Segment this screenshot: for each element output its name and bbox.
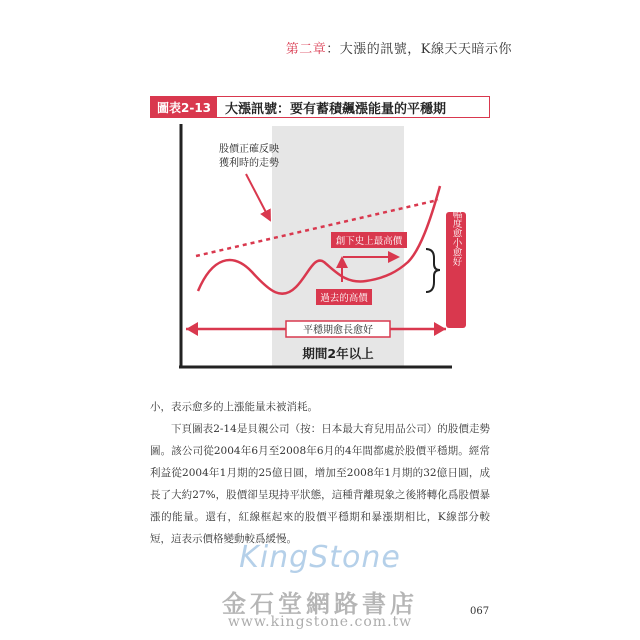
new-high-label: 創下史上最高價 (335, 236, 403, 247)
watermark-logo: KingStone (239, 540, 401, 575)
past-high-label: 過去的高價 (320, 293, 368, 304)
paragraph-1: 小，表示愈多的上漲能量未被消耗。 (150, 401, 318, 413)
watermark-url: www.kingstone.com.tw (227, 614, 413, 630)
trend-note-line1: 股價正確反映 (219, 144, 279, 155)
paragraph-2: 下頁圖表2-14是貝親公司（按：日本最大育兒用品公司）的股價走勢圖。該公司從2004年6月至2008年6月的4年間都處於股價平穩期。經常利益從2004年1月期的25億日圓，增加至2008年1月期的32億日圓，成長了大約27%，股價卻呈現持平狀態，這種背離現象之後將轉化爲股價暴漲的能量。還有，紅線框起來的股價平穩期和暴漲期相比，K線部分較短，這表示價格變動較爲緩慢。 (150, 423, 490, 545)
stable-arrow-left-head (186, 322, 198, 336)
amplitude-side-label: 震盪幅度愈小愈好 (450, 190, 462, 266)
page-number: 067 (470, 606, 490, 617)
trend-note-arrow (246, 174, 270, 220)
watermark-chinese: 金石堂網路書店 (222, 590, 418, 618)
chapter-label: 第二章 (285, 42, 327, 57)
figure-label: 圖表2-13 (151, 97, 217, 117)
trend-note-line2: 獲利時的走勢 (219, 158, 279, 169)
stable-arrow-right-head (434, 322, 446, 336)
period-length-label: 期間2年以上 (302, 346, 374, 361)
stable-period-label: 平穩期愈長愈好 (303, 325, 373, 336)
amplitude-brace (426, 249, 440, 292)
figure-title: 大漲訊號：要有蓄積飆漲能量的平穩期 (225, 101, 447, 117)
chapter-subtitle: ：大漲的訊號，K線天天暗示你 (326, 42, 512, 57)
body-text (150, 396, 490, 550)
